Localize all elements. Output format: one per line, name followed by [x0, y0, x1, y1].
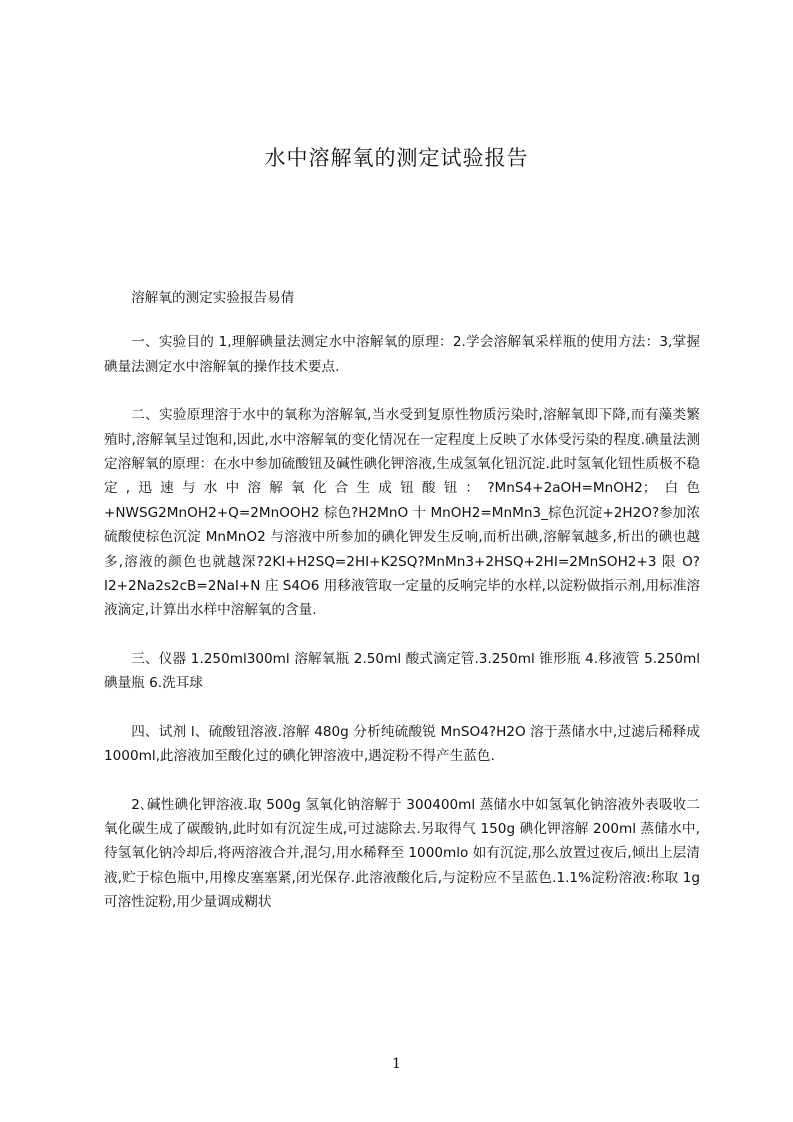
document-title: 水中溶解氧的测定试验报告: [264, 146, 529, 170]
report-subtitle: 溶解氧的测定实验报告易倩: [131, 290, 295, 306]
page-number: 1: [392, 1056, 401, 1072]
section-reagent-2: 2､碱性碘化钾溶液.取 500g 氢氧化钠溶解于 300400ml 蒸储水中如氢氧化钠溶液外表吸收二氧化碳生成了碳酸钠,此时如有沉淀生成,可过滤除去.另取得气 150g 碘化钾溶解 200ml 蒸储水中,待氢氧化钠冷却后,将两溶液合并,混匀,用水稀释至 1000mlo 如有沉淀,那么放置过夜后,倾出上层清液,贮于棕色瓶中,用橡皮塞塞紧,闭光保存.此溶液酸化后,与淀粉应不呈蓝色.1.1%淀粉溶液:称取 1g 可溶性淀粉,用少量调成糊状: [104, 796, 700, 911]
section-principle: 二、实验原理溶于水中的氧称为溶解氧,当水受到复原性物质污染时,溶解氧即下降,而有藻类繁殖时,溶解氧呈过饱和,因此,水中溶解氧的变化情况在一定程度上反映了水体受污染的程度.碘量法测定溶解氧的原理：在水中参加硫酸钮及碱性碘化钾溶液,生成氢氧化钮沉淀.此时氢氧化钮性质极不稳定,迅速与水中溶解氧化合生成钮酸钮：?MnS4+2aOH=MnOH2；白色+NWSG2MnOH2+Q=2MnOOH2 棕色?H2MnO 十 MnOH2=MnMn3_棕色沉淀+2H2O?参加浓硫酸使棕色沉淀 MnMnO2 与溶液中所参加的碘化钾发生反响,而析出碘,溶解氧越多,析出的碘也越多,溶液的颜色也就越深?2KI+H2SQ=2HI+K2SQ?MnMn3+2HSQ+2HI=2MnSOH2+3 限 O?I2+2Na2s2cB=2NaI+N 庄 S4O6 用移液管取一定量的反响完毕的水样,以淀粉做指示剂,用标准溶液滴定,计算出水样中溶解氧的含量.: [104, 407, 700, 619]
section-purpose: 一、实验目的 1,理解碘量法测定水中溶解氧的原理：2.学会溶解氧采样瓶的使用方法：3,掌握碘量法测定水中溶解氧的操作技术要点.: [104, 334, 700, 375]
document-body: [104, 286, 700, 915]
section-reagents: 四、试剂 l、硫酸钮溶液.溶解 480g 分析纯硫酸锐 MnSO4?H2O 溶于蒸储水中,过滤后稀释成 1000ml,此溶液加至酸化过的碘化钾溶液中,遇淀粉不得产生蓝色.: [104, 723, 700, 765]
section-instruments: 三、仪器 1.250ml300ml 溶解氧瓶 2.50ml 酸式滴定管.3.250ml 锥形瓶 4.移液管 5.250ml 碘量瓶 6.洗耳球: [104, 650, 700, 692]
